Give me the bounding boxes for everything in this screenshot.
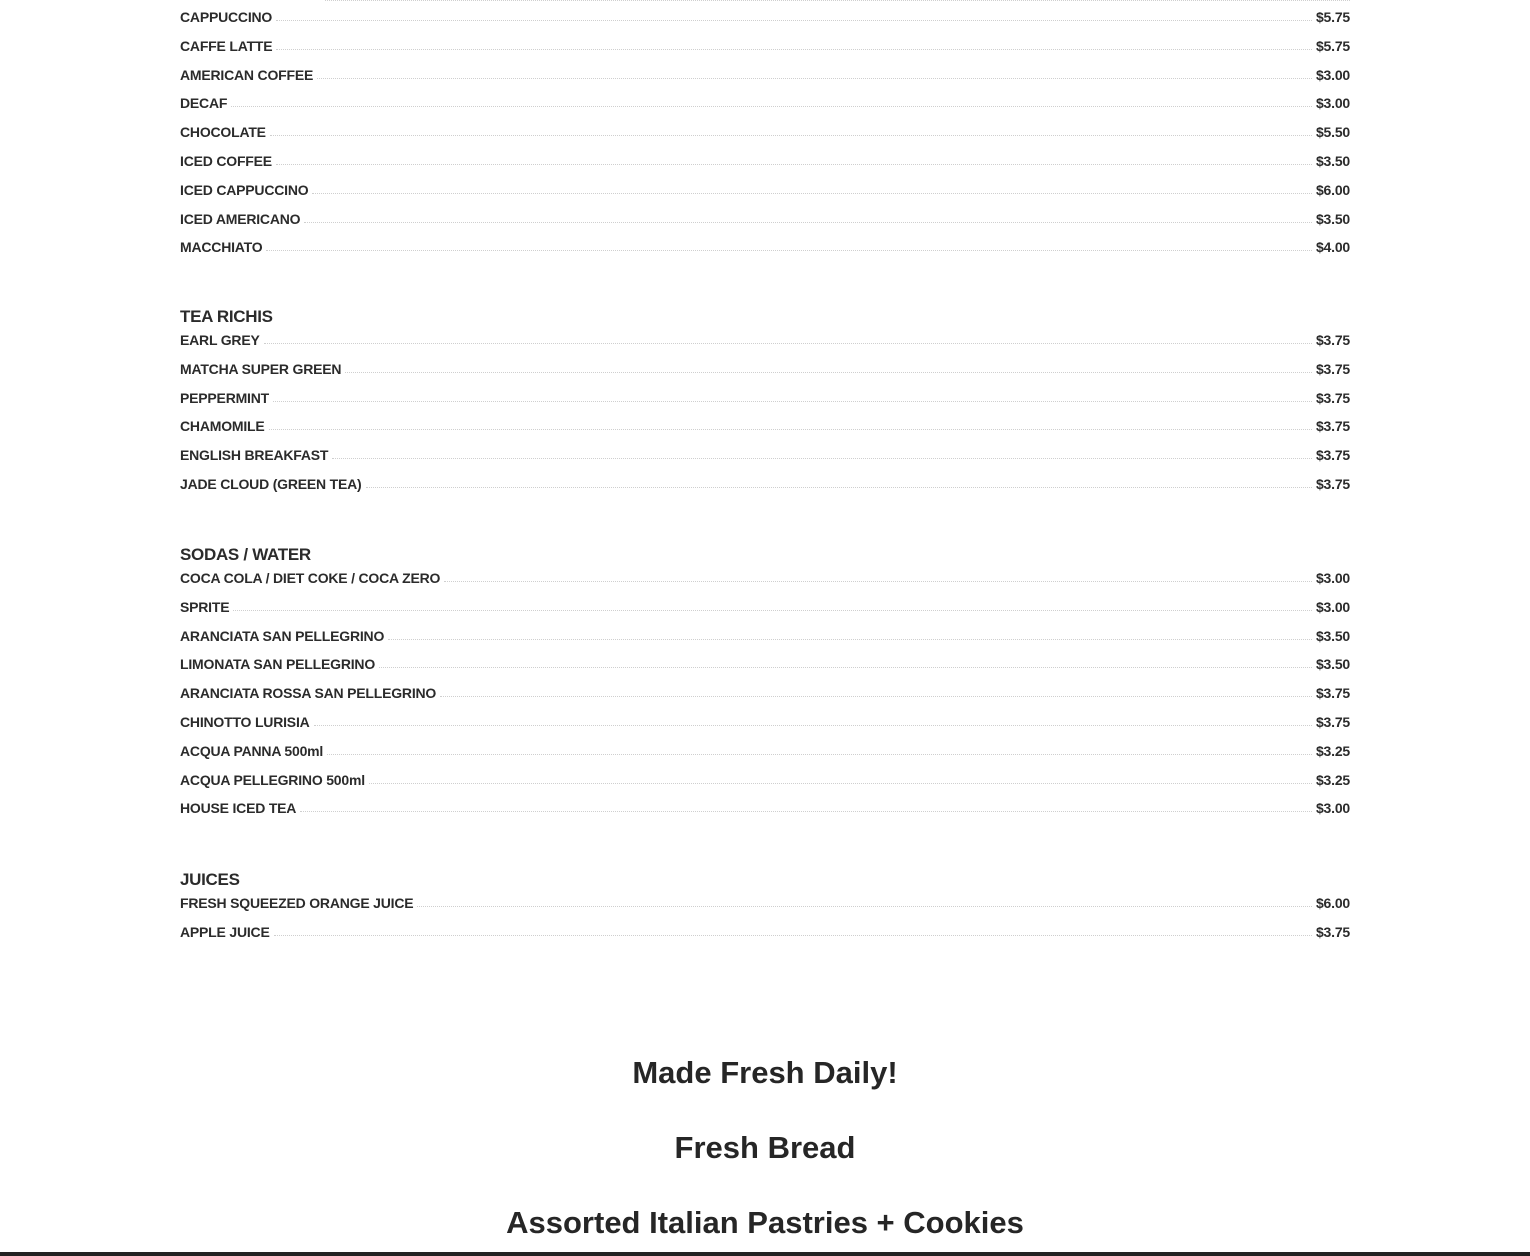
menu-item-name: CHOCOLATE xyxy=(180,124,266,141)
menu-item-price: $3.75 xyxy=(1315,389,1350,406)
menu-item xyxy=(180,656,1350,685)
pastries-heading: Assorted Italian Pastries + Cookies xyxy=(506,1205,1024,1240)
menu-item-name: ARANCIATA ROSSA SAN PELLEGRINO xyxy=(180,685,437,702)
menu-item xyxy=(180,332,1350,361)
dot-leader xyxy=(273,400,1312,402)
dot-leader xyxy=(388,638,1312,640)
menu-item-price: $3.25 xyxy=(1315,771,1350,788)
dot-leader xyxy=(444,580,1312,582)
menu-item-name: CHAMOMILE xyxy=(180,418,265,435)
dot-leader xyxy=(266,249,1312,251)
menu-item xyxy=(180,476,1350,505)
menu-item xyxy=(180,418,1350,447)
dot-leader xyxy=(317,77,1312,79)
menu-item-name: AMERICAN COFFEE xyxy=(180,66,314,83)
fresh-bread-heading: Fresh Bread xyxy=(674,1130,856,1165)
dot-leader xyxy=(440,695,1312,697)
dot-leader xyxy=(332,457,1312,459)
sodas-items xyxy=(180,570,1350,829)
menu-item xyxy=(180,124,1350,153)
menu-item xyxy=(180,714,1350,743)
dot-leader xyxy=(312,192,1311,194)
section-title-tea: TEA RICHIS xyxy=(180,307,273,326)
made-fresh-heading: Made Fresh Daily! xyxy=(632,1055,898,1090)
dot-leader xyxy=(274,934,1312,936)
dot-leader xyxy=(264,342,1312,344)
menu-item-price: $3.75 xyxy=(1315,923,1350,940)
menu-item-price: $3.00 xyxy=(1315,800,1350,817)
section-title-juices: JUICES xyxy=(180,870,240,889)
menu-item xyxy=(180,9,1350,38)
dot-leader xyxy=(269,428,1312,430)
menu-item xyxy=(180,743,1350,772)
menu-item-name: EARL GREY xyxy=(180,332,260,348)
menu-item-name: CHINOTTO LURISIA xyxy=(180,713,310,730)
menu-item-name: COCA COLA / DIET COKE / COCA ZERO xyxy=(180,570,441,586)
menu-item-name: LIMONATA SAN PELLEGRINO xyxy=(180,656,376,673)
menu-item xyxy=(180,67,1350,96)
menu-item-price: $6.00 xyxy=(1315,895,1350,911)
menu-item xyxy=(180,570,1350,599)
dot-leader xyxy=(379,666,1312,668)
menu-item-price: $3.00 xyxy=(1315,66,1350,83)
menu-item-price: $3.75 xyxy=(1315,447,1350,464)
footer-edge xyxy=(0,1252,1530,1256)
menu-item-price: $3.75 xyxy=(1315,475,1350,492)
menu-item-name: HOUSE ICED TEA xyxy=(180,800,297,817)
menu-item xyxy=(180,153,1350,182)
menu-item-price: $3.50 xyxy=(1315,210,1350,227)
menu-item-name: PEPPERMINT xyxy=(180,389,270,406)
menu-item xyxy=(180,182,1350,211)
menu-item-name: FRESH SQUEEZED ORANGE JUICE xyxy=(180,895,414,911)
menu-item-name: ACQUA PELLEGRINO 500ml xyxy=(180,771,365,788)
dot-leader xyxy=(327,753,1312,755)
coffee-section xyxy=(180,9,1350,268)
menu-item-name: ARANCIATA SAN PELLEGRINO xyxy=(180,627,385,644)
menu-item-name: MATCHA SUPER GREEN xyxy=(180,360,342,377)
menu-item-name: ICED AMERICANO xyxy=(180,210,301,227)
menu-item-price: $5.50 xyxy=(1315,124,1350,141)
sodas-section xyxy=(180,540,1350,829)
menu-item-name: CAFFE LATTE xyxy=(180,37,273,54)
dot-leader xyxy=(270,134,1312,136)
menu-item-name: ENGLISH BREAKFAST xyxy=(180,447,329,464)
dot-leader xyxy=(304,221,1312,223)
menu-item-price: $3.25 xyxy=(1315,742,1350,759)
menu-item-price: $3.00 xyxy=(1315,570,1350,586)
cut-off-leader xyxy=(325,0,1350,1)
menu-item xyxy=(180,38,1350,67)
menu-item xyxy=(180,447,1350,476)
menu-item xyxy=(180,599,1350,628)
dot-leader xyxy=(366,486,1312,488)
menu-item xyxy=(180,685,1350,714)
menu-item-name: SPRITE xyxy=(180,598,230,615)
menu-item-price: $6.00 xyxy=(1315,181,1350,198)
menu-item-price: $4.00 xyxy=(1315,239,1350,256)
menu-item-price: $5.75 xyxy=(1315,37,1350,54)
menu-item xyxy=(180,924,1350,953)
menu-item-name: DECAF xyxy=(180,95,228,112)
menu-item-price: $3.00 xyxy=(1315,598,1350,615)
dot-leader xyxy=(276,48,1312,50)
menu-item xyxy=(180,772,1350,801)
menu-item xyxy=(180,211,1350,240)
menu-item-price: $3.50 xyxy=(1315,627,1350,644)
menu-item-price: $3.75 xyxy=(1315,713,1350,730)
menu-item-name: MACCHIATO xyxy=(180,239,263,256)
menu-item xyxy=(180,628,1350,657)
menu-item-name: APPLE JUICE xyxy=(180,923,270,940)
menu-item-price: $3.50 xyxy=(1315,152,1350,169)
menu-item-name: ICED CAPPUCCINO xyxy=(180,181,309,198)
dot-leader xyxy=(314,724,1312,726)
menu-item-price: $3.00 xyxy=(1315,95,1350,112)
menu-item-price: $3.75 xyxy=(1315,360,1350,377)
menu-item-name: ACQUA PANNA 500ml xyxy=(180,742,324,759)
tea-items xyxy=(180,332,1350,505)
menu-item xyxy=(180,800,1350,829)
menu-item xyxy=(180,239,1350,268)
dot-leader xyxy=(300,810,1312,812)
dot-leader xyxy=(276,19,1312,21)
menu-item-price: $3.75 xyxy=(1315,332,1350,348)
menu-item-name: JADE CLOUD (GREEN TEA) xyxy=(180,475,362,492)
menu-item-price: $3.75 xyxy=(1315,685,1350,702)
menu-item xyxy=(180,361,1350,390)
dot-leader xyxy=(276,163,1312,165)
dot-leader xyxy=(345,371,1312,373)
menu-item xyxy=(180,895,1350,924)
menu-item xyxy=(180,390,1350,419)
menu-item-name: ICED COFFEE xyxy=(180,152,272,169)
dot-leader xyxy=(417,905,1312,907)
menu-item xyxy=(180,95,1350,124)
menu-item-price: $3.75 xyxy=(1315,418,1350,435)
juices-items xyxy=(180,895,1350,953)
menu-item-price: $3.50 xyxy=(1315,656,1350,673)
menu-item-name: CAPPUCCINO xyxy=(180,9,273,25)
juices-section xyxy=(180,865,1350,953)
dot-leader xyxy=(233,609,1312,611)
section-title-sodas: SODAS / WATER xyxy=(180,545,311,564)
dot-leader xyxy=(231,105,1312,107)
menu-item-price: $5.75 xyxy=(1315,9,1350,25)
dot-leader xyxy=(369,782,1312,784)
coffee-items xyxy=(180,9,1350,268)
tea-section xyxy=(180,302,1350,505)
